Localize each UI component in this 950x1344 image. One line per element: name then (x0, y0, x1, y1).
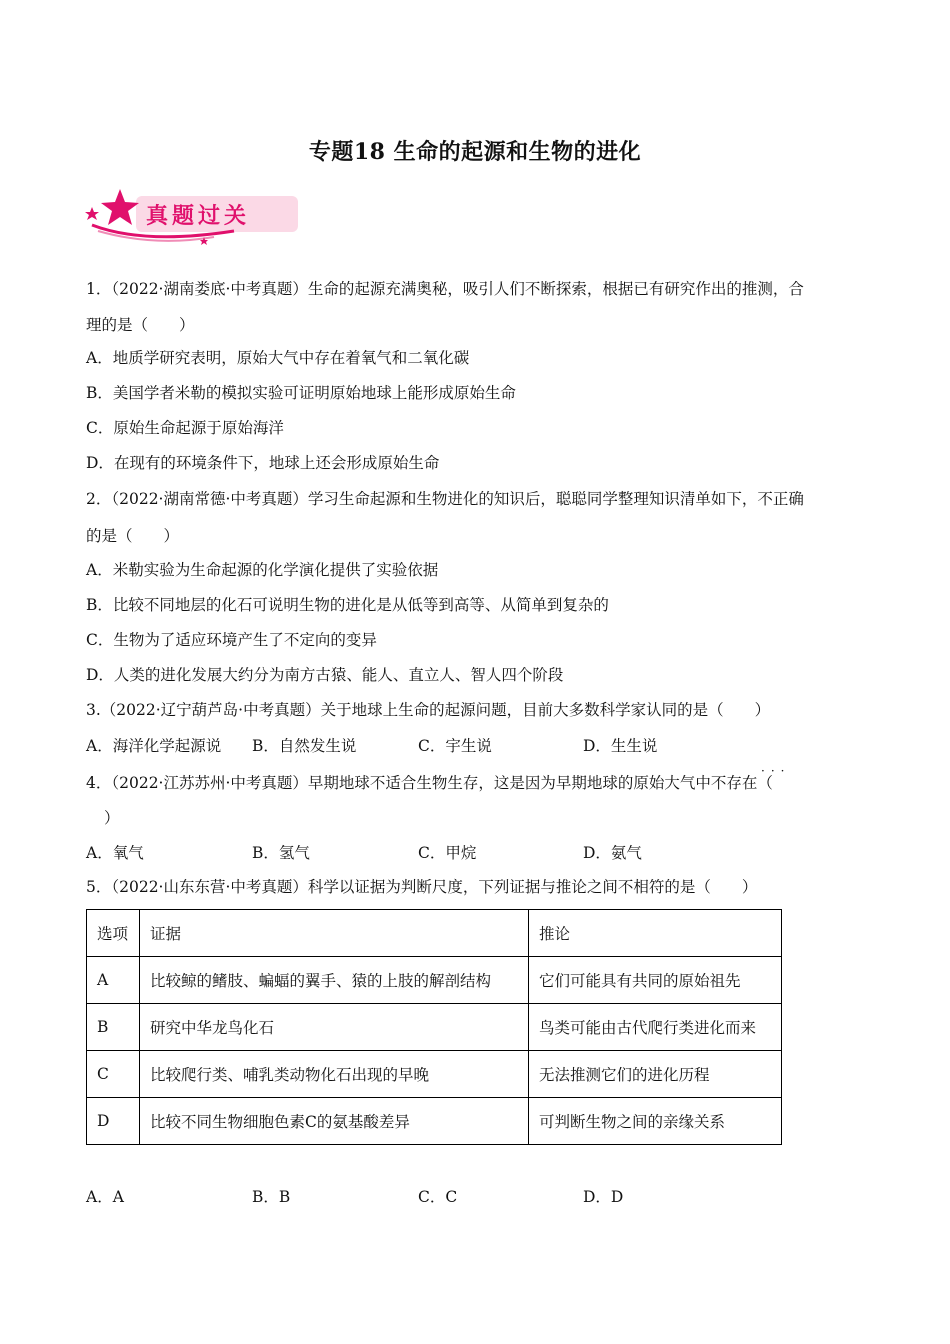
table-header-cell: 选项 (87, 910, 140, 957)
table-row (87, 957, 782, 1004)
q1-option-b: B．美国学者米勒的模拟实验可证明原始地球上能形成原始生命 (86, 384, 516, 402)
emphasis-dots: ··· (761, 764, 791, 778)
q2-option-b: B．比较不同地层的化石可说明生物的进化是从低等到高等、从简单到复杂的 (86, 596, 609, 614)
q1-option-d: D．在现有的环境条件下，地球上还会形成原始生命 (86, 454, 440, 472)
table-row (87, 1098, 782, 1145)
table-cell: B (87, 1004, 140, 1051)
table-cell: 研究中华龙鸟化石 (140, 1004, 529, 1051)
table-cell: 无法推测它们的进化历程 (529, 1051, 782, 1098)
table-cell: 比较鲸的鳍肢、蝙蝠的翼手、猿的上肢的解剖结构 (140, 957, 529, 1004)
q2-stem-line1: 2．（2022·湖南常德·中考真题）学习生命起源和生物进化的知识后，聪聪同学整理知识清单如下，不正确 (86, 490, 804, 508)
q2-option-a: A．米勒实验为生命起源的化学演化提供了实验依据 (86, 561, 439, 579)
q3-stem: 3.（2022·辽宁葫芦岛·中考真题）关于地球上生命的起源问题，目前大多数科学家认同的是（ ） (86, 701, 771, 719)
table-cell: C (87, 1051, 140, 1098)
q1-stem-line1: 1．（2022·湖南娄底·中考真题）生命的起源充满奥秘，吸引人们不断探索，根据已有研究作出的推测，合 (86, 280, 804, 298)
q5-option-a: A．A (86, 1188, 124, 1206)
q4-option-d: D．氨气 (583, 844, 642, 862)
evidence-table (86, 909, 782, 1145)
q5-stem: 5．（2022·山东东营·中考真题）科学以证据为判断尺度，下列证据与推论之间不相符的是（ ） (86, 878, 758, 896)
q1-stem-line2: 理的是（ ） (86, 316, 195, 334)
table-row (87, 1051, 782, 1098)
table-cell: A (87, 957, 140, 1004)
table-header-cell: 证据 (140, 910, 529, 957)
q4-option-c: C．甲烷 (418, 844, 477, 862)
q5-option-d: D．D (583, 1188, 624, 1206)
section-banner (84, 187, 302, 247)
q1-option-c: C．原始生命起源于原始海洋 (86, 419, 284, 437)
q3-option-b: B．自然发生说 (252, 737, 357, 755)
q4-option-b: B．氢气 (252, 844, 310, 862)
q1-option-a: A．地质学研究表明，原始大气中存在着氧气和二氧化碳 (86, 349, 470, 367)
q5-option-b: B．B (252, 1188, 291, 1206)
q4-option-a: A．氧气 (86, 844, 144, 862)
table-cell: 比较爬行类、哺乳类动物化石出现的早晚 (140, 1051, 529, 1098)
table-cell: 可判断生物之间的亲缘关系 (529, 1098, 782, 1145)
q2-stem-line2: 的是（ ） (86, 527, 180, 545)
table-header-row (87, 910, 782, 957)
q4-stem-line1: 4．（2022·江苏苏州·中考真题）早期地球不适合生物生存，这是因为早期地球的原始大气中不存在（ (86, 774, 773, 792)
banner-label: 真题过关 (146, 204, 251, 229)
table-cell: 它们可能具有共同的原始祖先 (529, 957, 782, 1004)
q5-option-c: C．C (418, 1188, 458, 1206)
table-row (87, 1004, 782, 1051)
q3-option-a: A．海洋化学起源说 (86, 737, 222, 755)
table-header-cell: 推论 (529, 910, 782, 957)
q3-option-d: D．生生说 (583, 737, 658, 755)
table-cell: 鸟类可能由古代爬行类进化而来 (529, 1004, 782, 1051)
table-cell: 比较不同生物细胞色素C的氨基酸差异 (140, 1098, 529, 1145)
q3-option-c: C．宇生说 (418, 737, 492, 755)
q4-stem-line2: ） (104, 809, 120, 827)
q2-option-c: C．生物为了适应环境产生了不定向的变异 (86, 631, 377, 649)
q2-option-d: D．人类的进化发展大约分为南方古猿、能人、直立人、智人四个阶段 (86, 666, 564, 684)
table-cell: D (87, 1098, 140, 1145)
page-title: 专题18 生命的起源和生物的进化 (308, 139, 642, 165)
